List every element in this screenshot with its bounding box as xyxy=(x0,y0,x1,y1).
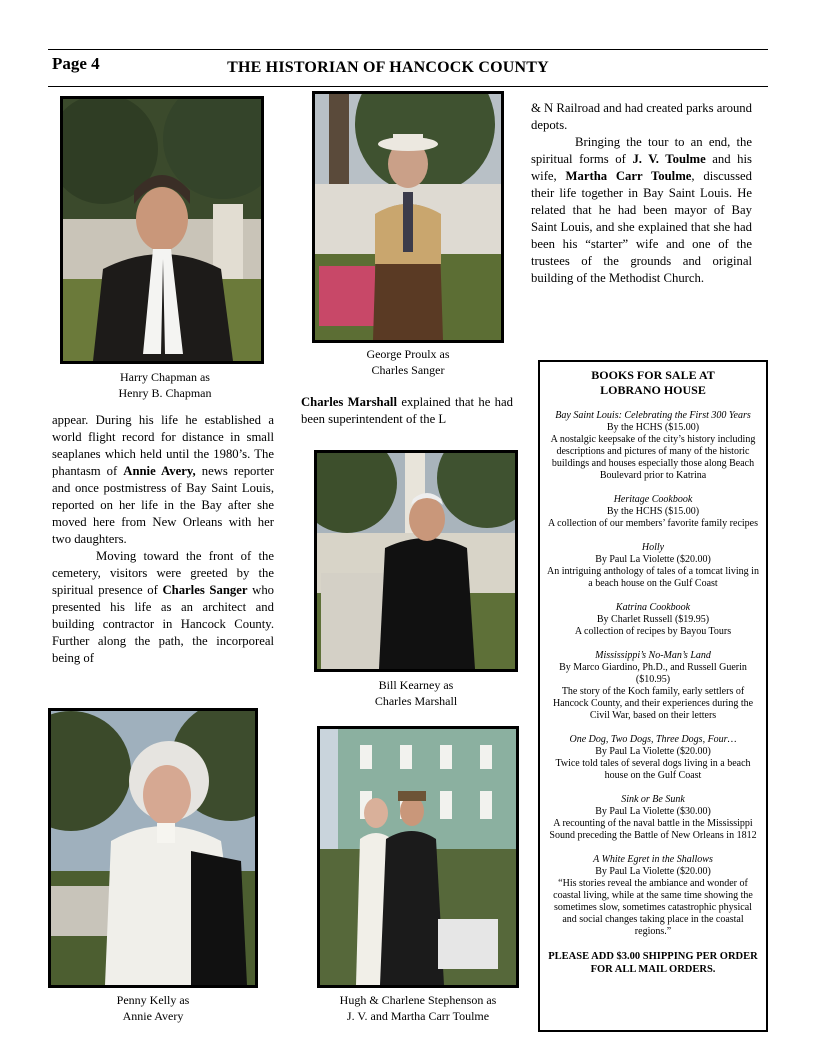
book-item xyxy=(546,494,760,530)
page-number: Page 4 xyxy=(52,54,100,73)
book-author-price: By Paul La Violette ($20.00) xyxy=(595,746,711,757)
article-paragraph: Charles Marshall explained that he had been superintendent of the L xyxy=(301,395,513,426)
books-for-sale-box xyxy=(538,360,768,1032)
photo-stephenson xyxy=(317,726,519,988)
caption-penny-kelly: Penny Kelly as Annie Avery xyxy=(116,993,190,1023)
caption-stephenson: Hugh & Charlene Stephenson as J. V. and Martha Carr Toulme xyxy=(339,993,497,1023)
book-title: Mississippi’s No-Man’s Land xyxy=(595,650,711,661)
book-author-price: By Charlet Russell ($19.95) xyxy=(596,614,710,625)
books-heading: BOOKS FOR SALE AT LOBRANO HOUSE xyxy=(591,368,715,397)
book-description: A nostalgic keepsake of the city’s history including descriptions and pictures of many of the historic buildings and houses especially those along Beach Boulevard prior to Katrina xyxy=(550,434,756,481)
book-description: A recounting of the naval battle in the Mississippi Sound preceding the Battle of New Orleans in 1812 xyxy=(549,818,757,841)
book-title: Holly xyxy=(641,542,665,553)
book-description: A collection of recipes by Bayou Tours xyxy=(574,626,732,637)
book-description: “His stories reveal the ambiance and wonder of coastal living, while at the same time showing the sometimes slow, sometimes catastrophic physical and social changes taking place in the coastal regions.” xyxy=(553,878,753,937)
article-paragraph: appear. During his life he established a world flight record for distance in small seaplanes which held until the 1980’s. The phantasm of Annie Avery, news reporter and once postmistress of Bay Saint Louis, reported on her life in the Bay after she moved here from New Orleans with her two daughters. xyxy=(52,413,275,546)
book-item xyxy=(546,794,760,842)
book-author-price: By the HCHS ($15.00) xyxy=(606,506,700,517)
book-title: Bay Saint Louis: Celebrating the First 300 Years xyxy=(555,410,751,421)
book-author-price: By Marco Giardino, Ph.D., and Russell Guerin ($10.95) xyxy=(559,662,747,685)
newsletter-title: THE HISTORIAN OF HANCOCK COUNTY xyxy=(227,59,549,76)
photo-penny-kelly xyxy=(48,708,258,988)
book-item xyxy=(546,542,760,590)
article-paragraph: Bringing the tour to an end, the spiritual forms of J. V. Toulme and his wife, Martha Carr Toulme, discussed their life together in Bay Saint Louis. He related that he had been mayor of Bay Saint Louis, and she explained that she had been his “starter” wife and one of the trustees of the grounds and original building of the Methodist Church. xyxy=(531,135,752,285)
book-author-price: By Paul La Violette ($30.00) xyxy=(595,806,711,817)
top-rule xyxy=(48,49,768,50)
article-paragraph: & N Railroad and had created parks around depots. xyxy=(531,101,752,132)
book-item xyxy=(546,854,760,938)
article-column-middle xyxy=(301,394,513,428)
book-author-price: By Paul La Violette ($20.00) xyxy=(595,866,711,877)
book-title: Katrina Cookbook xyxy=(615,602,691,613)
photo-bill-kearney xyxy=(314,450,518,672)
book-title: One Dog, Two Dogs, Three Dogs, Four… xyxy=(569,734,737,745)
header-rule xyxy=(48,86,768,87)
book-list xyxy=(546,410,760,938)
book-item xyxy=(546,734,760,782)
book-item xyxy=(546,602,760,638)
photo-harry-chapman xyxy=(60,96,264,364)
book-description: Twice told tales of several dogs living in a beach house on the Gulf Coast xyxy=(555,758,751,781)
book-author-price: By the HCHS ($15.00) xyxy=(606,422,700,433)
shipping-notice: PLEASE ADD $3.00 SHIPPING PER ORDER FOR ALL MAIL ORDERS. xyxy=(548,951,758,975)
book-description: The story of the Koch family, early settlers of Hancock County, and their experiences during the Civil War, based on their letters xyxy=(552,686,754,721)
book-item xyxy=(546,410,760,482)
caption-george-proulx: George Proulx as Charles Sanger xyxy=(366,347,450,377)
book-description: A collection of our members’ favorite family recipes xyxy=(547,518,758,529)
photo-george-proulx xyxy=(312,91,504,343)
book-description: An intriguing anthology of tales of a tomcat living in a beach house on the Gulf Coast xyxy=(547,566,759,589)
article-paragraph: Moving toward the front of the cemetery, visitors were greeted by the spiritual presence of Charles Sanger who presented his life as an architect and building contractor in Hancock County. Further along the path, the incorporeal being of xyxy=(52,549,275,665)
caption-bill-kearney: Bill Kearney as Charles Marshall xyxy=(374,678,458,708)
book-author-price: By Paul La Violette ($20.00) xyxy=(595,554,711,565)
caption-harry-chapman: Harry Chapman as Henry B. Chapman xyxy=(118,370,212,400)
article-column-right xyxy=(531,100,752,287)
book-title: Heritage Cookbook xyxy=(613,494,693,505)
book-item xyxy=(546,650,760,722)
article-column-left xyxy=(52,412,274,667)
book-title: A White Egret in the Shallows xyxy=(593,854,713,865)
book-title: Sink or Be Sunk xyxy=(621,794,685,805)
